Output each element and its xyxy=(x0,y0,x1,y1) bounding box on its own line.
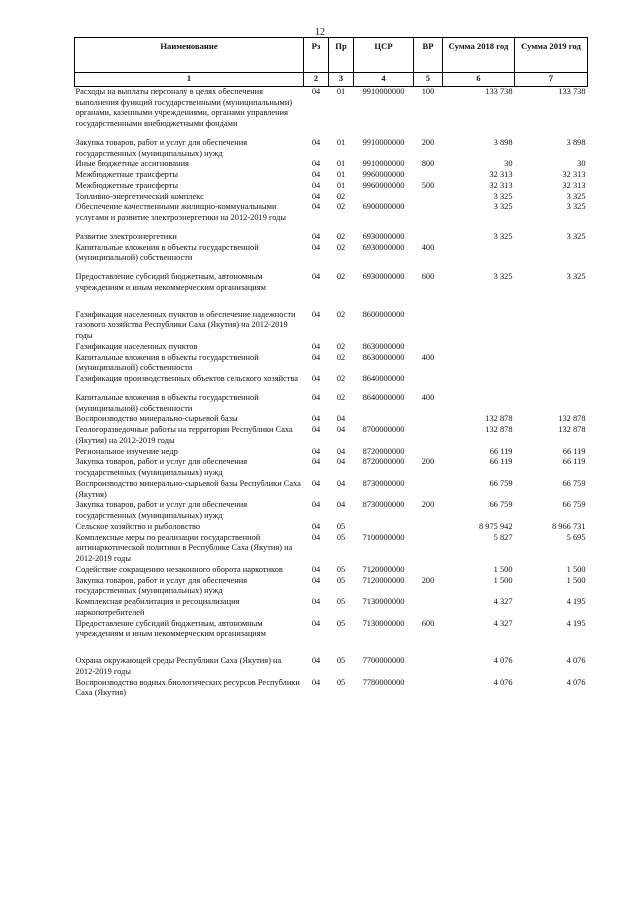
table-row xyxy=(75,374,588,385)
row-csr: 9960000000 xyxy=(362,180,405,190)
row-sum-2019: 32 313 xyxy=(562,170,586,179)
row-name: Региональное изучение недр xyxy=(75,446,178,456)
row-rz: 04 xyxy=(311,618,321,628)
row-name: Капитальные вложения в объекты государственной (муниципальной) собственности xyxy=(75,352,259,373)
table-row xyxy=(75,522,588,533)
column-number: 2 xyxy=(304,73,329,87)
row-vr: 600 xyxy=(421,618,435,628)
row-vr xyxy=(414,170,443,181)
row-sum-2018 xyxy=(443,353,515,375)
row-csr: 8730000000 xyxy=(362,478,405,488)
header-csr: ЦСР xyxy=(354,38,414,73)
row-sum-2019: 32 313 xyxy=(562,180,586,190)
row-name: Воспроизводство минерально-сырьевой базы Республики Саха (Якутия) xyxy=(75,478,301,499)
table-row xyxy=(75,500,588,522)
column-number: 7 xyxy=(515,73,588,87)
row-rz: 04 xyxy=(311,597,321,606)
row-pr: 05 xyxy=(336,677,346,687)
row-name: Межбюджетные трансферты xyxy=(75,180,179,190)
row-vr xyxy=(414,678,443,700)
row-vr: 200 xyxy=(421,137,435,147)
row-sum-2018 xyxy=(443,393,515,415)
row-name: Обеспечение качественными жилищно-коммунальными услугами и развитие электроэнергетики на 2012-2019 годы xyxy=(75,202,287,222)
row-sum-2018: 3 325 xyxy=(493,231,513,241)
row-sum-2019 xyxy=(515,374,588,385)
row-pr: 02 xyxy=(336,374,346,383)
row-rz: 04 xyxy=(311,352,321,362)
row-name: Газификация населенных пунктов и обеспечение надежности газового хозяйства Республики Саха (Якутия) на 2012-2019 годы xyxy=(75,309,296,340)
row-sum-2019 xyxy=(515,342,588,353)
row-sum-2018: 3 325 xyxy=(493,272,513,281)
table-row xyxy=(75,232,588,243)
budget-table xyxy=(74,37,588,699)
row-rz: 04 xyxy=(311,231,321,241)
row-sum-2018 xyxy=(443,310,515,342)
row-pr: 04 xyxy=(336,457,346,467)
row-sum-2018: 4 327 xyxy=(493,597,513,606)
row-rz: 04 xyxy=(311,374,321,383)
row-sum-2019 xyxy=(515,393,588,415)
row-sum-2019: 66 759 xyxy=(562,478,586,488)
row-sum-2019: 3 898 xyxy=(566,137,586,147)
row-sum-2018: 66 759 xyxy=(489,478,513,488)
row-pr: 02 xyxy=(336,352,346,362)
row-sum-2019: 5 695 xyxy=(566,532,586,542)
row-rz: 04 xyxy=(311,446,321,456)
row-csr: 7120000000 xyxy=(362,564,405,574)
row-rz: 04 xyxy=(311,180,321,190)
row-csr: 8640000000 xyxy=(362,374,405,383)
row-sum-2018: 8 975 942 xyxy=(479,521,513,531)
row-spacer xyxy=(75,294,588,310)
row-rz: 04 xyxy=(311,478,321,488)
row-sum-2019: 132 878 xyxy=(558,425,586,434)
table-row xyxy=(75,170,588,181)
row-pr: 01 xyxy=(336,180,346,190)
spacer-cell xyxy=(75,130,588,138)
row-sum-2019: 133 738 xyxy=(558,86,586,96)
row-sum-2018: 32 313 xyxy=(489,170,513,179)
row-sum-2019: 3 325 xyxy=(566,202,586,212)
row-sum-2018: 66 759 xyxy=(489,500,513,510)
table-row xyxy=(75,138,588,160)
row-vr: 100 xyxy=(421,86,435,96)
row-pr: 01 xyxy=(336,137,346,147)
row-sum-2019: 3 325 xyxy=(566,191,586,201)
row-name: Закупка товаров, работ и услуг для обеспечения государственных (муниципальных) нужд xyxy=(75,457,248,477)
row-sum-2019: 1 500 xyxy=(566,575,586,585)
table-row xyxy=(75,86,588,130)
row-sum-2018: 4 076 xyxy=(493,656,513,665)
row-sum-2018 xyxy=(443,243,515,265)
row-vr: 800 xyxy=(421,159,435,169)
row-csr: 9910000000 xyxy=(362,159,405,169)
row-pr: 02 xyxy=(336,242,346,252)
row-sum-2019: 66 759 xyxy=(562,500,586,510)
row-csr: 8720000000 xyxy=(362,457,405,467)
row-name: Закупка товаров, работ и услуг для обеспечения государственных (муниципальных) нужд xyxy=(75,500,248,520)
row-csr xyxy=(354,414,414,425)
row-rz: 04 xyxy=(311,656,321,665)
table-row xyxy=(75,192,588,203)
row-vr xyxy=(414,597,443,619)
row-vr: 200 xyxy=(421,500,435,510)
column-number: 5 xyxy=(414,73,443,87)
spacer-cell xyxy=(75,264,588,272)
row-rz: 04 xyxy=(311,191,321,201)
row-pr: 04 xyxy=(336,500,346,510)
row-sum-2018: 4 076 xyxy=(493,677,513,687)
row-sum-2018: 3 325 xyxy=(493,202,513,212)
row-rz: 04 xyxy=(311,170,321,179)
spacer-cell xyxy=(75,224,588,232)
row-vr: 400 xyxy=(421,242,435,252)
row-sum-2019: 8 966 731 xyxy=(552,521,586,531)
row-sum-2018 xyxy=(443,374,515,385)
row-sum-2019: 66 119 xyxy=(562,457,586,467)
spacer-cell xyxy=(75,294,588,310)
row-name: Межбюджетные трансферты xyxy=(75,170,179,179)
row-vr xyxy=(414,374,443,385)
row-name: Комплексные меры по реализации государственной антинаркотической политики в Республике Саха (Якутия) на 2012-2019 годы xyxy=(75,532,293,563)
table-row xyxy=(75,619,588,641)
row-csr: 8640000000 xyxy=(362,392,405,402)
row-csr: 8630000000 xyxy=(362,341,405,351)
table-row xyxy=(75,425,588,447)
row-rz: 04 xyxy=(311,521,321,531)
row-name: Предоставление субсидий бюджетным, автономным учреждениям и иным некоммерческим организациям xyxy=(75,618,266,639)
row-csr: 6930000000 xyxy=(362,272,405,281)
row-rz: 04 xyxy=(311,341,321,351)
row-rz: 04 xyxy=(311,425,321,434)
row-sum-2019: 4 076 xyxy=(566,677,586,687)
row-name: Воспроизводство минерально-сырьевой базы xyxy=(75,414,238,424)
row-sum-2018: 132 878 xyxy=(485,414,513,424)
row-vr: 400 xyxy=(421,392,435,402)
table-row xyxy=(75,656,588,678)
table-row xyxy=(75,678,588,700)
row-sum-2019: 1 500 xyxy=(566,564,586,574)
row-rz: 04 xyxy=(311,86,321,96)
row-sum-2019: 66 119 xyxy=(562,446,586,456)
row-pr: 04 xyxy=(336,414,346,424)
row-rz: 04 xyxy=(311,457,321,467)
row-csr: 7130000000 xyxy=(362,618,405,628)
row-name: Охрана окружающей среды Республики Саха (Якутия) на 2012-2019 годы xyxy=(75,656,282,676)
table-row xyxy=(75,181,588,192)
table-row xyxy=(75,597,588,619)
column-number: 4 xyxy=(354,73,414,87)
table-row xyxy=(75,533,588,565)
row-sum-2018: 4 327 xyxy=(493,618,513,628)
row-sum-2019: 4 195 xyxy=(566,618,586,628)
row-sum-2018: 1 500 xyxy=(493,575,513,585)
row-pr: 04 xyxy=(336,425,346,434)
row-name: Закупка товаров, работ и услуг для обеспечения государственных (муниципальных) нужд xyxy=(75,137,248,158)
table-row xyxy=(75,565,588,576)
row-pr: 01 xyxy=(336,86,346,96)
row-sum-2019: 4 076 xyxy=(566,656,586,665)
row-vr xyxy=(414,202,443,224)
table-body xyxy=(75,86,588,699)
row-pr: 02 xyxy=(336,191,346,201)
table-row xyxy=(75,202,588,224)
row-name: Комплексная реабилитация и ресоциализация наркопотребителей xyxy=(75,597,240,617)
row-pr: 02 xyxy=(336,202,346,212)
row-vr xyxy=(414,310,443,342)
row-name: Расходы на выплаты персоналу в целях обеспечения выполнения функций государственными (муниципальными) органами, казенными учреждениями, органами управления государственными внебюджетными фондами xyxy=(75,86,293,128)
row-pr: 05 xyxy=(336,564,346,574)
row-pr: 05 xyxy=(336,575,346,585)
row-spacer xyxy=(75,130,588,138)
row-pr: 05 xyxy=(336,532,346,542)
row-pr: 02 xyxy=(336,392,346,402)
row-sum-2018: 1 500 xyxy=(493,564,513,574)
row-vr: 200 xyxy=(421,457,435,467)
row-rz: 04 xyxy=(311,137,321,147)
row-vr: 400 xyxy=(421,352,435,362)
header-name: Наименование xyxy=(75,38,304,73)
row-name: Содействие сокращению незаконного оборота наркотиков xyxy=(75,564,283,574)
table-row xyxy=(75,310,588,342)
header-pr: Пр xyxy=(329,38,354,73)
row-rz: 04 xyxy=(311,414,321,424)
row-rz: 04 xyxy=(311,677,321,687)
row-sum-2018: 32 313 xyxy=(489,180,513,190)
column-number: 1 xyxy=(75,73,304,87)
row-csr xyxy=(354,192,414,203)
row-pr: 02 xyxy=(336,309,346,319)
row-sum-2019: 3 325 xyxy=(566,272,586,281)
table-row xyxy=(75,243,588,265)
row-csr: 9910000000 xyxy=(362,137,405,147)
column-number: 3 xyxy=(329,73,354,87)
row-csr: 8700000000 xyxy=(362,425,405,434)
row-pr: 04 xyxy=(336,446,346,456)
row-pr: 02 xyxy=(336,341,346,351)
spacer-cell xyxy=(75,385,588,393)
table-row xyxy=(75,159,588,170)
row-sum-2019 xyxy=(515,243,588,265)
row-name: Газификация населенных пунктов xyxy=(75,341,198,351)
row-pr: 05 xyxy=(336,597,346,606)
row-pr: 01 xyxy=(336,170,346,179)
row-name: Геологоразведочные работы на территории Республики Саха (Якутия) на 2012-2019 годы xyxy=(75,425,293,445)
column-number-row xyxy=(75,73,588,87)
row-spacer xyxy=(75,385,588,393)
row-vr xyxy=(414,565,443,576)
row-csr: 6900000000 xyxy=(362,202,405,212)
row-sum-2019: 3 325 xyxy=(566,231,586,241)
row-pr: 02 xyxy=(336,231,346,241)
row-name: Иные бюджетные ассигнования xyxy=(75,159,189,169)
row-sum-2019: 132 878 xyxy=(558,414,586,424)
row-vr xyxy=(414,479,443,501)
row-csr: 7120000000 xyxy=(362,575,405,585)
row-rz: 04 xyxy=(311,159,321,169)
row-vr xyxy=(414,656,443,678)
row-rz: 04 xyxy=(311,500,321,510)
row-vr xyxy=(414,414,443,425)
header-vr: ВР xyxy=(414,38,443,73)
row-rz: 04 xyxy=(311,392,321,402)
table-row xyxy=(75,576,588,598)
row-name: Развитие электроэнергетики xyxy=(75,231,177,241)
row-rz: 04 xyxy=(311,564,321,574)
row-vr: 600 xyxy=(421,272,435,281)
row-sum-2019: 4 195 xyxy=(566,597,586,606)
row-sum-2018: 5 827 xyxy=(493,532,513,542)
row-pr: 04 xyxy=(336,478,346,488)
page-number: 12 xyxy=(315,27,325,38)
row-csr: 9910000000 xyxy=(362,86,405,96)
row-name: Газификация производственных объектов сельского хозяйства xyxy=(75,374,298,383)
row-csr: 8720000000 xyxy=(362,446,405,456)
header-rz: Рз xyxy=(304,38,329,73)
row-sum-2018: 3 325 xyxy=(493,191,513,201)
row-rz: 04 xyxy=(311,575,321,585)
row-csr: 7130000000 xyxy=(362,597,405,606)
row-pr: 05 xyxy=(336,521,346,531)
row-sum-2018: 133 738 xyxy=(485,86,513,96)
row-sum-2018: 66 119 xyxy=(489,446,513,456)
table-row xyxy=(75,272,588,294)
row-vr xyxy=(414,192,443,203)
spacer-cell xyxy=(75,640,588,656)
row-spacer xyxy=(75,224,588,232)
row-csr xyxy=(354,522,414,533)
row-pr: 02 xyxy=(336,272,346,281)
row-sum-2018 xyxy=(443,342,515,353)
row-vr xyxy=(414,522,443,533)
row-csr: 8730000000 xyxy=(362,500,405,510)
column-number: 6 xyxy=(443,73,515,87)
row-vr: 500 xyxy=(421,180,435,190)
table-row xyxy=(75,414,588,425)
row-sum-2019 xyxy=(515,353,588,375)
row-csr: 7100000000 xyxy=(362,532,405,542)
table-row xyxy=(75,447,588,458)
row-vr xyxy=(414,232,443,243)
header-row xyxy=(75,38,588,73)
row-csr: 8600000000 xyxy=(362,309,405,319)
row-vr xyxy=(414,425,443,447)
row-vr: 200 xyxy=(421,575,435,585)
table-row xyxy=(75,479,588,501)
row-sum-2019 xyxy=(515,310,588,342)
row-name: Закупка товаров, работ и услуг для обеспечения государственных (муниципальных) нужд xyxy=(75,575,248,596)
table-row xyxy=(75,457,588,479)
row-vr xyxy=(414,342,443,353)
row-rz: 04 xyxy=(311,309,321,319)
row-csr: 7780000000 xyxy=(362,677,405,687)
row-sum-2018: 30 xyxy=(504,159,513,169)
row-vr xyxy=(414,447,443,458)
header-sum-2019: Сумма 2019 год xyxy=(515,38,588,73)
table-row xyxy=(75,342,588,353)
row-name: Воспроизводство водных биологических ресурсов Республики Саха (Якутия) xyxy=(75,677,300,698)
row-rz: 04 xyxy=(311,532,321,542)
header-sum-2018: Сумма 2018 год xyxy=(443,38,515,73)
row-csr: 9960000000 xyxy=(362,170,405,179)
row-sum-2018: 132 878 xyxy=(485,425,513,434)
row-name: Капитальные вложения в объекты государственной (муниципальной) собственности xyxy=(75,392,259,413)
row-name: Капитальные вложения в объекты государственной (муниципальной) собственности xyxy=(75,242,259,263)
row-csr: 7700000000 xyxy=(362,656,405,665)
row-csr: 6930000000 xyxy=(362,231,405,241)
row-rz: 04 xyxy=(311,202,321,212)
table-row xyxy=(75,353,588,375)
row-vr xyxy=(414,533,443,565)
row-pr: 05 xyxy=(336,656,346,665)
row-rz: 04 xyxy=(311,242,321,252)
row-name: Топливно-энергетический комплекс xyxy=(75,191,204,201)
row-name: Сельское хозяйство и рыболовство xyxy=(75,521,201,531)
row-pr: 05 xyxy=(336,618,346,628)
row-rz: 04 xyxy=(311,272,321,281)
row-sum-2018: 3 898 xyxy=(493,137,513,147)
row-name: Предоставление субсидий бюджетным, автономным учреждениям и иным некоммерческим организациям xyxy=(75,272,266,292)
row-sum-2019: 30 xyxy=(577,159,586,169)
row-spacer xyxy=(75,640,588,656)
row-spacer xyxy=(75,264,588,272)
table-row xyxy=(75,393,588,415)
row-sum-2018: 66 119 xyxy=(489,457,513,467)
row-csr: 6930000000 xyxy=(362,242,405,252)
row-pr: 01 xyxy=(336,159,346,169)
row-csr: 8630000000 xyxy=(362,352,405,362)
